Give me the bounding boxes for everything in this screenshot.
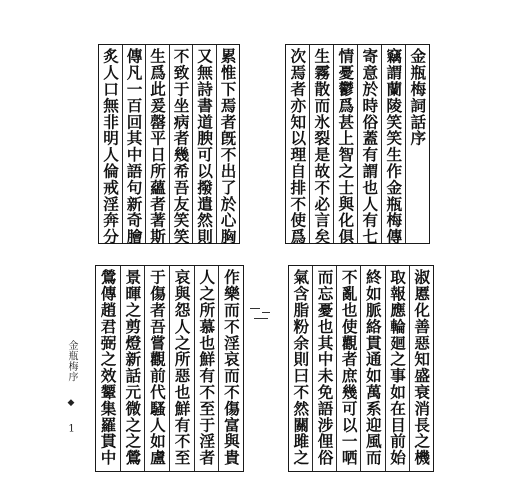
column-text: 鶯傳趙君弼之效颦集羅貫中 — [98, 269, 118, 466]
text-column — [144, 266, 169, 471]
text-column — [312, 266, 336, 471]
page-top-left — [98, 44, 240, 244]
column-text: 炙人口無非明人倫戒淫奔分 — [101, 48, 121, 245]
diamond-ornament-icon: ◆ — [66, 397, 76, 408]
fold-mark — [250, 308, 260, 309]
column-text: 氣含脂粉余則曰不然關雎之 — [291, 269, 311, 466]
column-text: 作樂而不淫哀而不傷富與貴 — [221, 269, 241, 466]
text-column — [96, 266, 120, 471]
text-column — [169, 266, 194, 471]
column-text: 生霧散而氷裂是故不必言矣 — [312, 48, 332, 245]
column-text: 哀與怨人之所惡也鮮有不至 — [172, 269, 192, 466]
column-group — [289, 266, 433, 471]
page-bottom-right — [288, 265, 434, 472]
column-text: 累惟下焉者旣不出了於心胸 — [218, 48, 238, 245]
text-column — [286, 45, 309, 243]
column-text: 人之所慕也鮮有不至于淫者 — [197, 269, 217, 466]
text-column — [99, 45, 122, 243]
text-column — [169, 45, 193, 243]
text-column — [333, 45, 357, 243]
column-text: 傳凡一百回其中語句新奇膾 — [124, 48, 144, 245]
column-text: 次焉者亦知以理自排不使爲 — [288, 48, 308, 245]
column-text: 不亂也使觀者庶幾可以一哂 — [339, 269, 359, 466]
column-text: 而忘憂也其中未免語涉俚俗 — [315, 269, 335, 466]
text-column — [405, 45, 429, 243]
margin-title: 金瓶梅序 — [66, 340, 77, 382]
text-column — [381, 45, 405, 243]
text-column — [336, 266, 360, 471]
column-text: 終如脈絡貫通如萬系迎風而 — [363, 269, 383, 466]
column-text: 景暉之剪燈新話元微之之鶯 — [123, 269, 143, 466]
column-text: 不致于坐病者幾希吾友笑笑 — [171, 48, 191, 245]
text-column — [145, 45, 169, 243]
column-group — [99, 45, 239, 243]
column-text: 于傷者吾嘗觀前代騷人如盧 — [147, 269, 167, 466]
column-group — [96, 266, 243, 471]
column-text: 生爲此爰罄平日所蘊者著斯 — [148, 48, 168, 245]
page-bottom-left — [95, 265, 244, 472]
column-text: 情憂鬱爲甚上智之士與化俱 — [336, 48, 356, 245]
margin-note — [66, 340, 76, 435]
column-text: 淑慝化善惡知盛衰消長之機 — [412, 269, 432, 466]
text-column — [357, 45, 381, 243]
column-group — [286, 45, 429, 243]
column-text: 寄意於時俗蓋有謂也人有七 — [360, 48, 380, 245]
column-text: 取報應輪廻之事如在目前始 — [388, 269, 408, 466]
text-column — [218, 266, 243, 471]
text-column — [309, 45, 333, 243]
text-column — [289, 266, 312, 471]
column-text: 竊謂蘭陵笑笑生作金瓶梅傳 — [384, 48, 404, 245]
fold-marks — [250, 300, 280, 330]
text-column — [120, 266, 145, 471]
page-number: 1 — [66, 423, 77, 435]
column-text: 金瓶梅詞話序 — [408, 48, 428, 147]
text-column — [194, 266, 219, 471]
page-top-right — [285, 44, 430, 244]
text-column — [122, 45, 146, 243]
text-column — [385, 266, 409, 471]
fold-mark — [262, 312, 270, 313]
column-text: 又無詩書道腴可以撥遣然則 — [195, 48, 215, 245]
text-column — [216, 45, 240, 243]
text-column — [360, 266, 384, 471]
text-column — [192, 45, 216, 243]
text-column — [409, 266, 433, 471]
fold-mark — [254, 318, 268, 319]
